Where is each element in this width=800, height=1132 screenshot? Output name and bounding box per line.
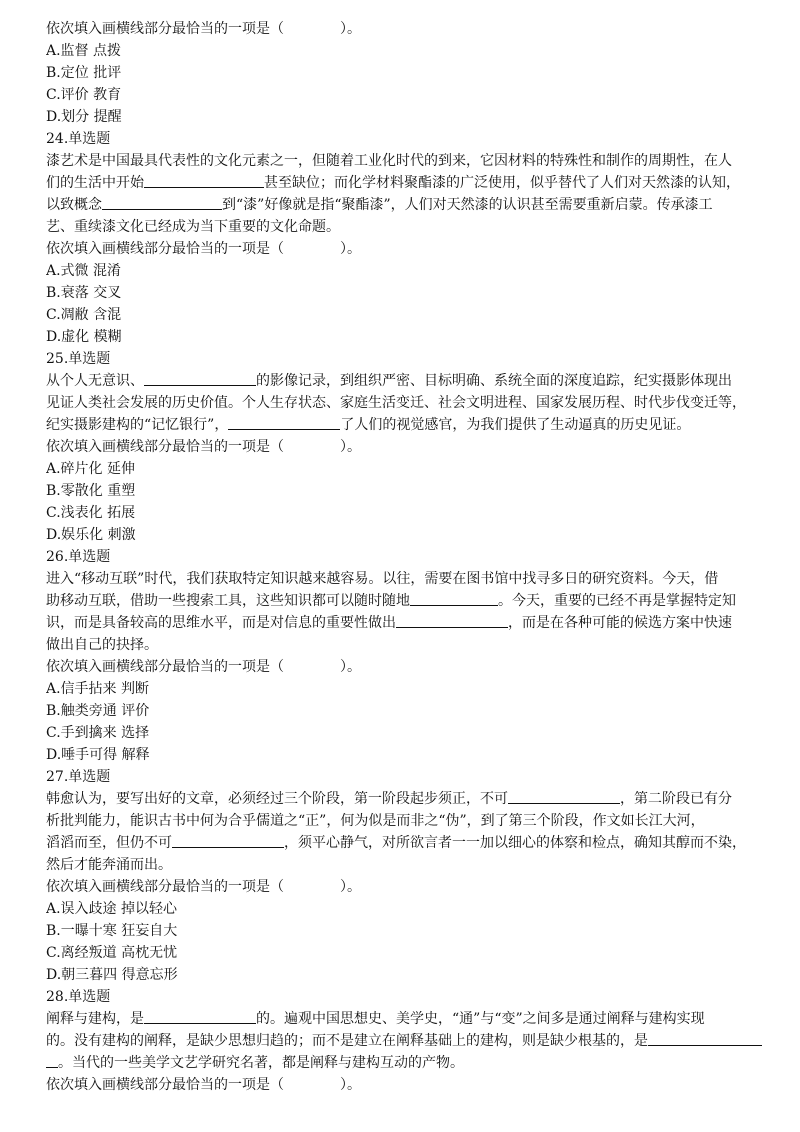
passage-text: 的。没有建构的阐释，是缺少思想归趋的；而不是建立在阐释基础上的建构，则是缺少根基的，是 <box>46 1033 648 1049</box>
option-c[interactable]: C.评价 教育 <box>46 87 122 103</box>
option-a[interactable]: A.碎片化 延伸 <box>46 461 136 477</box>
answer-blank <box>396 612 508 628</box>
passage-line <box>46 194 762 216</box>
passage-line <box>46 832 762 854</box>
passage-line <box>46 1030 762 1052</box>
option-b[interactable]: B.定位 批评 <box>46 65 122 81</box>
passage-text: 的。遍观中国思想史、美学史，“通”与“变”之间多是通过阐释与建构实现 <box>256 1011 705 1027</box>
passage-line: 析批判能力，能识古书中何为合乎儒道之“正”，何为似是而非之“伪”，到了第三个阶段，作文如长江大河， <box>46 813 705 829</box>
passage-text: 阐释与建构，是 <box>46 1011 144 1027</box>
option-c[interactable]: C.手到擒来 选择 <box>46 725 150 741</box>
option-c[interactable]: C.浅表化 拓展 <box>46 505 136 521</box>
option-b[interactable]: B.一曝十寒 狂妄自大 <box>46 923 178 939</box>
passage-text: ，而是在各种可能的候选方案中快速 <box>508 615 732 631</box>
option-d[interactable]: D.娱乐化 刺激 <box>46 527 136 543</box>
question-prompt: 依次填入画横线部分最恰当的一项是（ ）。 <box>46 1077 361 1093</box>
question-header: 26.单选题 <box>46 549 111 565</box>
passage-text: 了人们的视觉感官，为我们提供了生动逼真的历史见证。 <box>340 417 691 433</box>
answer-blank <box>648 1030 762 1046</box>
option-b[interactable]: B.触类旁通 评价 <box>46 703 150 719</box>
option-d[interactable]: D.划分 提醒 <box>46 109 122 125</box>
option-b[interactable]: B.零散化 重塑 <box>46 483 136 499</box>
passage-text: 们的生活中开始 <box>46 175 144 191</box>
passage-line: 然后才能奔涌而出。 <box>46 857 172 873</box>
answer-blank <box>228 414 340 430</box>
passage-line <box>46 612 762 634</box>
passage-line <box>46 1052 762 1074</box>
passage-line <box>46 172 762 194</box>
option-a[interactable]: A.式微 混淆 <box>46 263 122 279</box>
passage-line <box>46 788 762 810</box>
passage-line: 做出自己的抉择。 <box>46 637 158 653</box>
option-a[interactable]: A.误入歧途 掉以轻心 <box>46 901 178 917</box>
question-header: 28.单选题 <box>46 989 111 1005</box>
passage-text: ，须平心静气，对所欲言者一一加以细心的体察和检点，确知其醇而不染， <box>284 835 746 851</box>
answer-blank <box>144 1008 256 1024</box>
passage-text: 识，而是具备较高的思维水平，而是对信息的重要性做出 <box>46 615 396 631</box>
passage-line <box>46 370 762 392</box>
option-a[interactable]: A.信手拈来 判断 <box>46 681 150 697</box>
passage-text: 甚至缺位；而化学材料聚酯漆的广泛使用，似乎替代了人们对天然漆的认知， <box>264 175 740 191</box>
passage-line <box>46 590 762 612</box>
passage-text: 助移动互联，借助一些搜索工具，这些知识都可以随时随地 <box>46 593 410 609</box>
passage-line: 见证人类社会发展的历史价值。个人生存状态、家庭生活变迁、社会文明进程、国家发展历程、时代步伐变迁等， <box>46 395 746 411</box>
question-header: 24.单选题 <box>46 131 111 147</box>
option-c[interactable]: C.凋敝 含混 <box>46 307 122 323</box>
passage-text: 以致概念 <box>46 197 102 213</box>
passage-text: 的影像记录，到组织严密、目标明确、系统全面的深度追踪，纪实摄影体现出 <box>256 373 732 389</box>
passage-text: 从个人无意识、 <box>46 373 144 389</box>
passage-text: ，第二阶段已有分 <box>620 791 732 807</box>
option-d[interactable]: D.唾手可得 解释 <box>46 747 150 763</box>
answer-blank <box>172 832 284 848</box>
question-header: 27.单选题 <box>46 769 111 785</box>
passage-text: 韩愈认为，要写出好的文章，必须经过三个阶段，第一阶段起步须正，不可 <box>46 791 508 807</box>
passage-text: 纪实摄影建构的“记忆银行”， <box>46 417 229 433</box>
passage-line: 漆艺术是中国最具代表性的文化元素之一，但随着工业化时代的到来，它因材料的特殊性和制作的周期性，在人 <box>46 153 732 169</box>
option-d[interactable]: D.朝三暮四 得意忘形 <box>46 967 178 983</box>
passage-line <box>46 414 762 436</box>
answer-blank <box>46 1052 58 1068</box>
passage-text: 滔滔而至，但仍不可 <box>46 835 172 851</box>
answer-blank <box>410 590 498 606</box>
question-prompt: 依次填入画横线部分最恰当的一项是（ ）。 <box>46 241 361 257</box>
answer-blank <box>102 194 222 210</box>
option-c[interactable]: C.离经叛道 高枕无忧 <box>46 945 178 961</box>
question-prompt: 依次填入画横线部分最恰当的一项是（ ）。 <box>46 659 361 675</box>
answer-blank <box>144 370 256 386</box>
option-b[interactable]: B.衰落 交叉 <box>46 285 122 301</box>
passage-line <box>46 1008 762 1030</box>
answer-blank <box>508 788 620 804</box>
answer-blank <box>144 172 264 188</box>
passage-line: 艺、重续漆文化已经成为当下重要的文化命题。 <box>46 219 340 235</box>
passage-text: 。今天，重要的已经不再是掌握特定知 <box>498 593 736 609</box>
passage-line: 进入“移动互联”时代，我们获取特定知识越来越容易。以往，需要在图书馆中找寻多日的研究资料。今天，借 <box>46 571 719 587</box>
question-header: 25.单选题 <box>46 351 111 367</box>
passage-text: 。当代的一些美学文艺学研究名著，都是阐释与建构互动的产物。 <box>58 1055 464 1071</box>
question-prompt: 依次填入画横线部分最恰当的一项是（ ）。 <box>46 21 361 37</box>
question-prompt: 依次填入画横线部分最恰当的一项是（ ）。 <box>46 439 361 455</box>
exam-page <box>46 18 762 1096</box>
option-d[interactable]: D.虚化 模糊 <box>46 329 122 345</box>
question-prompt: 依次填入画横线部分最恰当的一项是（ ）。 <box>46 879 361 895</box>
option-a[interactable]: A.监督 点拨 <box>46 43 122 59</box>
passage-text: 到“漆”好像就是指“聚酯漆”，人们对天然漆的认识甚至需要重新启蒙。传承漆工 <box>222 197 713 213</box>
